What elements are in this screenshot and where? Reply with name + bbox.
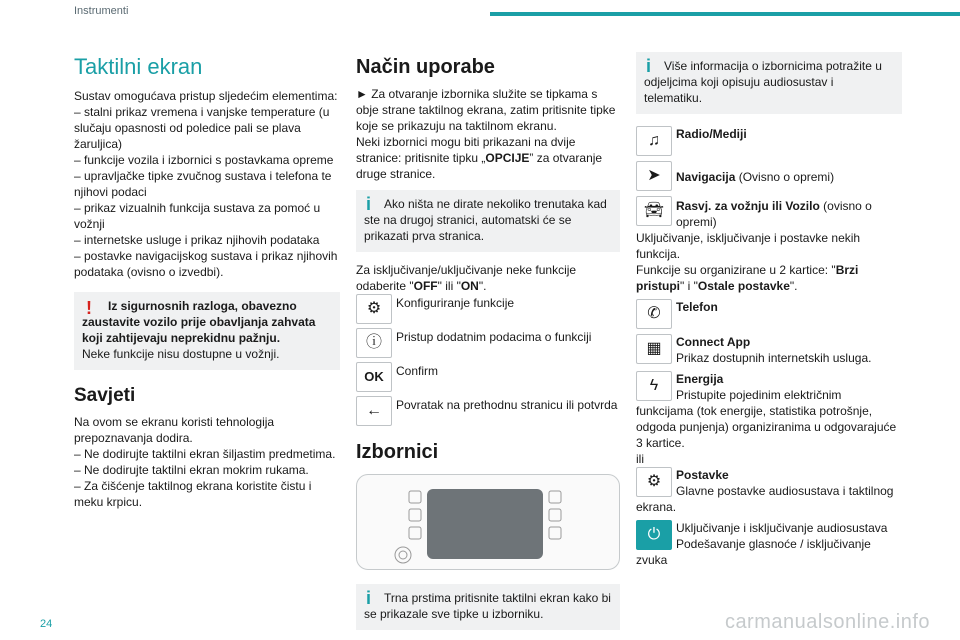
back-arrow-icon: ← [356, 396, 392, 426]
info-text: Ako ništa ne dirate nekoliko trenutaka kad ste na drugoj stranici, automatski će se prikazati prva stranica. [364, 197, 607, 243]
entry-navigation: ➤ Navigacija (Ovisno o opremi) [636, 161, 902, 191]
music-note-icon: ♫ [636, 126, 672, 156]
power-icon: ⏻ [636, 520, 672, 550]
info-text-3: Više informacija o izbornicima potražite u odjeljcima koji opisuju audiosustav i telematiku. [644, 59, 882, 105]
entry-energy: ϟ Energija Pristupite pojedinim električnim funkcijama (tok energije, statistika potrošnje, odgoda punjenja) organiziranima u odgovarajuće 3 kartice. [636, 372, 897, 450]
header-rule [490, 12, 960, 16]
entry-radio: ♫ Radio/Mediji [636, 126, 902, 156]
entry-vehicle: 🚘︎ Rasvj. za vožnju ili Vozilo (ovisno o opremi) Uključivanje, isključivanje i postavke nekih funkcija. Funkcije su organizirane u 2 kartice: "Brzi pristupi" i "Ostale postavke". [636, 196, 902, 294]
options-label: OPCIJE [485, 151, 530, 165]
info-icon: i [646, 56, 652, 76]
list-item: – prikaz vizualnih funkcija sustava za pomoć u vožnji [74, 201, 321, 231]
info-box-3 [636, 52, 902, 114]
touchscreen-illustration [356, 474, 620, 570]
config-row: ⚙ Konfiguriranje funkcije [356, 294, 620, 324]
title-taktilni-ekran: Taktilni ekran [74, 54, 203, 79]
lightning-icon: ϟ [636, 371, 672, 401]
car-icon: 🚘︎ [636, 196, 672, 226]
title-izbornici: Izbornici [356, 441, 439, 463]
tip-item: – Za čišćenje taktilnog ekrana koristite čistu i meku krpicu. [74, 479, 312, 509]
tip-item: – Ne dodirujte taktilni ekran šiljastim predmetima. [74, 447, 336, 461]
info-box-2 [356, 584, 620, 630]
intro-text: Sustav omogućava pristup sljedećim elementima: [74, 89, 338, 103]
page-number: 24 [40, 618, 53, 630]
list-item: – internetske usluge i prikaz njihovih podataka [74, 233, 320, 247]
warning-box [74, 292, 340, 370]
title-savjeti: Savjeti [74, 385, 136, 406]
entry-phone: ✆ Telefon [636, 299, 902, 329]
info-text-2: Trna prstima pritisnite taktilni ekran kako bi se prikazale sve tipke u izborniku. [364, 591, 611, 621]
ok-icon: OK [356, 362, 392, 392]
list-item: – postavke navigacijskog sustava i prikaz njihovih podataka (ovisno o izvedbi). [74, 249, 338, 279]
section-header: Instrumenti [74, 5, 129, 17]
column-3: i Više informacija o izbornicima potražite u odjeljcima koji opisuju audiosustav i telematiku. ♫ Radio/Mediji ➤ Navigacija (Ovisno o opremi) 🚘︎ Rasvj. za vožnju ili Vozilo (ovisno o opremi) Uključivanje, isključivanje i postavke nekih funkcija. Funkcije su organizirane u 2 kartice: "Brzi pristupi" i "Ostale postavke". ✆ Telefon ▦ Connect App Prikaz dostupnih internetskih usluga. ϟ Energija Pristupite pojedinim električnim funkcijama (tok energije, statistika potrošnje, odgoda punjenja) organiziranima u odgovarajuće 3 kartice. ili ⚙ Postavke Glavne postavke audiosustava i taktilnog ekrana. ⏻ Uključivanje i isključivanje audiosustava Podešavanje glasnoće / isključivanje zvuka [636, 52, 902, 568]
apps-grid-icon: ▦ [636, 334, 672, 364]
tip-item: – Ne dodirujte taktilni ekran mokrim rukama. [74, 463, 309, 477]
list-item: – upravljačke tipke zvučnog sustava i telefona te njihovi podaci [74, 169, 332, 199]
gear-icon: ⚙ [356, 294, 392, 324]
entry-audio-power: ⏻ Uključivanje i isključivanje audiosustava Podešavanje glasnoće / isključivanje zvuka [636, 521, 888, 567]
info-icon: i [366, 194, 372, 214]
column-1 [74, 52, 340, 510]
title-nacin-uporabe: Način uporabe [356, 56, 495, 78]
touchscreen-drawing [357, 475, 621, 571]
info-row: ⓘ Pristup dodatnim podacima o funkciji [356, 328, 620, 358]
watermark: carmanualsonline.info [724, 611, 930, 633]
info-circle-icon: ⓘ [356, 328, 392, 358]
back-row: ← Povratak na prethodnu stranicu ili potvrda [356, 396, 620, 426]
gear-icon: ⚙ [636, 467, 672, 497]
list-item: – funkcije vozila i izbornici s postavkama opreme [74, 153, 334, 167]
warning-icon: ! [86, 298, 92, 318]
usage-paragraph: ► Za otvaranje izbornika služite se tipkama s obje strane taktilnog ekrana, zatim pritisnite tipke koje se prikazuju na taktilnom ekranu. [356, 87, 616, 133]
tips-intro: Na ovom se ekranu koristi tehnologija prepoznavanja dodira. [74, 415, 275, 445]
entry-connect-app: ▦ Connect App Prikaz dostupnih internetskih usluga. [636, 334, 902, 366]
info-box [356, 190, 620, 252]
list-item: – stalni prikaz vremena i vanjske temperature (u slučaju opasnosti od poledice pali se plava žaruljica) [74, 105, 330, 151]
phone-icon: ✆ [636, 299, 672, 329]
warning-text: Neke funkcije nisu dostupne u vožnji. [82, 347, 280, 361]
column-2: Način uporabe ► Za otvaranje izbornika služite se tipkama s obje strane taktilnog ekrana, zatim pritisnite tipke koje se prikazuju na taktilnom ekranu. Neki izbornici mogu biti prikazani na dvije stranice: pritisnite tipku „OPCIJE” za otvaranje druge stranice. i Ako ništa ne dirate nekoliko trenutaka kad ste na drugoj stranici, automatski će se prikazati prva stranica. Za isključivanje/uključivanje neke funkcije odaberite "OFF" ili "ON". ⚙ Konfiguriranje funkcije ⓘ Pristup dodatnim podacima o funkciji OK Confirm ← Povratak na prethodnu stranicu ili potvrda Izbornici i Trna prstima pritisnite taktilni ekran kako bi se prikazale sve tipke u izborniku. [356, 52, 620, 630]
warning-bold: Iz sigurnosnih razloga, obavezno zaustavite vozilo prije obavljanja zahvata koji zahtijevaju neprekidnu pažnju. [82, 299, 316, 345]
info-icon: i [366, 588, 372, 608]
navigation-icon: ➤ [636, 161, 672, 191]
entry-settings: ⚙ Postavke Glavne postavke audiosustava i taktilnog ekrana. [636, 468, 894, 514]
ok-row: OK Confirm [356, 362, 620, 392]
